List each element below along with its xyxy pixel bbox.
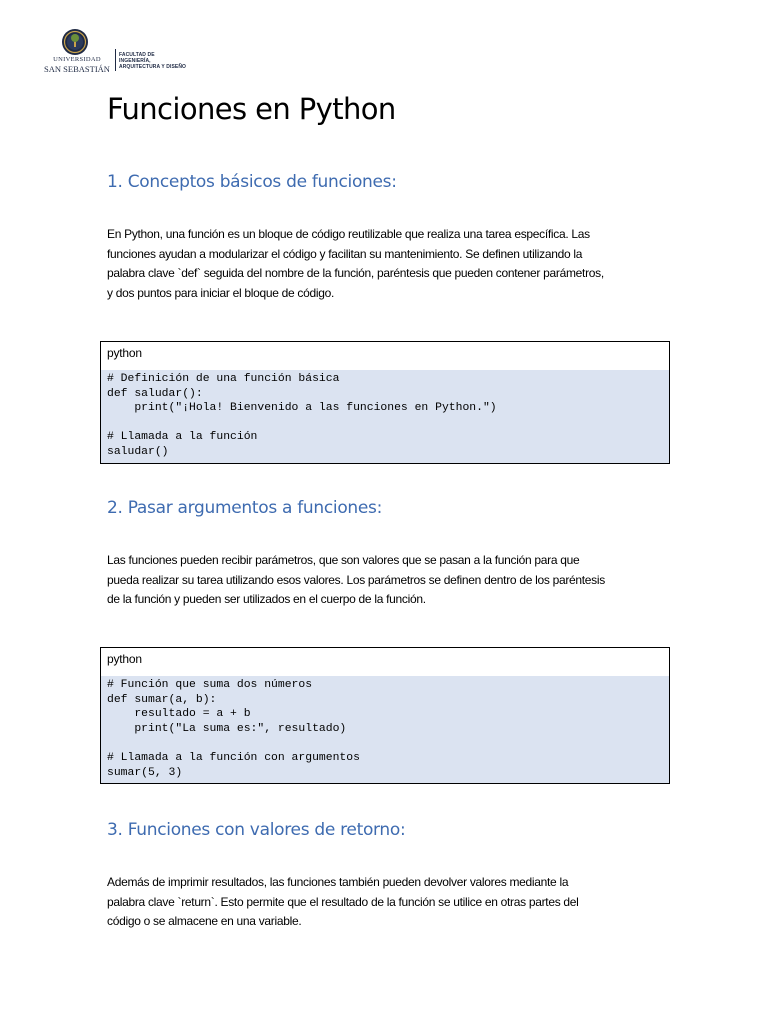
university-name-line2: SAN SEBASTIÁN xyxy=(44,63,110,74)
page-title: Funciones en Python xyxy=(107,92,396,126)
section-paragraph-arguments xyxy=(107,551,667,610)
code-line: # Llamada a la función xyxy=(107,431,258,444)
paragraph-line: de la función y pueden ser utilizados en el cuerpo de la función. xyxy=(107,592,426,607)
code-body xyxy=(101,370,669,463)
code-line xyxy=(107,416,663,431)
code-language-label: python xyxy=(107,346,142,360)
faculty-line: ARQUITECTURA Y DISEÑO xyxy=(119,64,187,71)
code-block-arguments xyxy=(100,647,670,784)
code-line: # Llamada a la función con argumentos xyxy=(107,751,360,764)
section-heading-basics: 1. Conceptos básicos de funciones: xyxy=(107,172,397,192)
paragraph-line: y dos puntos para iniciar el bloque de código. xyxy=(107,285,335,300)
code-line: sumar(5, 3) xyxy=(107,766,183,779)
code-line: def saludar(): xyxy=(107,387,203,400)
university-name xyxy=(44,57,110,73)
code-line xyxy=(107,736,663,751)
faculty-line: INGENIERÍA, xyxy=(119,58,151,65)
university-emblem-icon xyxy=(61,28,89,56)
code-body xyxy=(101,676,669,783)
code-line: print("La suma es:", resultado) xyxy=(107,722,347,735)
university-name-line1: UNIVERSIDAD xyxy=(53,56,101,63)
code-line: print("¡Hola! Bienvenido a las funciones en Python.") xyxy=(107,402,497,415)
code-block-basics xyxy=(100,341,670,464)
faculty-line: FACULTAD DE xyxy=(119,52,155,58)
section-paragraph-return-values xyxy=(107,873,667,932)
logo-divider xyxy=(115,49,116,71)
paragraph-line: Las funciones pueden recibir parámetros, que son valores que se pasan a la función para que xyxy=(107,553,580,567)
paragraph-line: código o se almacene en una variable. xyxy=(107,914,302,929)
section-heading-arguments: 2. Pasar argumentos a funciones: xyxy=(107,498,383,518)
code-line: resultado = a + b xyxy=(107,708,251,721)
paragraph-line: palabra clave `def` seguida del nombre de la función, paréntesis que pueden contener parámetros, xyxy=(107,266,604,281)
paragraph-line: palabra clave `return`. Esto permite que el resultado de la función se utilice en otras partes del xyxy=(107,894,579,909)
paragraph-line: En Python, una función es un bloque de código reutilizable que realiza una tarea específica. Las xyxy=(107,227,590,241)
code-line: # Definición de una función básica xyxy=(107,373,340,385)
section-paragraph-basics xyxy=(107,225,667,303)
paragraph-line: pueda realizar su tarea utilizando esos valores. Los parámetros se definen dentro de los paréntesis xyxy=(107,572,605,587)
paragraph-line: funciones ayudan a modularizar el código y facilitan su mantenimiento. Se definen utilizando la xyxy=(107,246,583,261)
faculty-name xyxy=(119,52,186,71)
university-logo xyxy=(42,26,192,78)
code-line: def sumar(a, b): xyxy=(107,693,217,706)
code-language-label: python xyxy=(107,652,142,666)
paragraph-line: Además de imprimir resultados, las funciones también pueden devolver valores mediante la xyxy=(107,875,569,889)
section-heading-return-values: 3. Funciones con valores de retorno: xyxy=(107,820,406,840)
code-line: saludar() xyxy=(107,445,169,458)
code-line: # Función que suma dos números xyxy=(107,679,313,691)
